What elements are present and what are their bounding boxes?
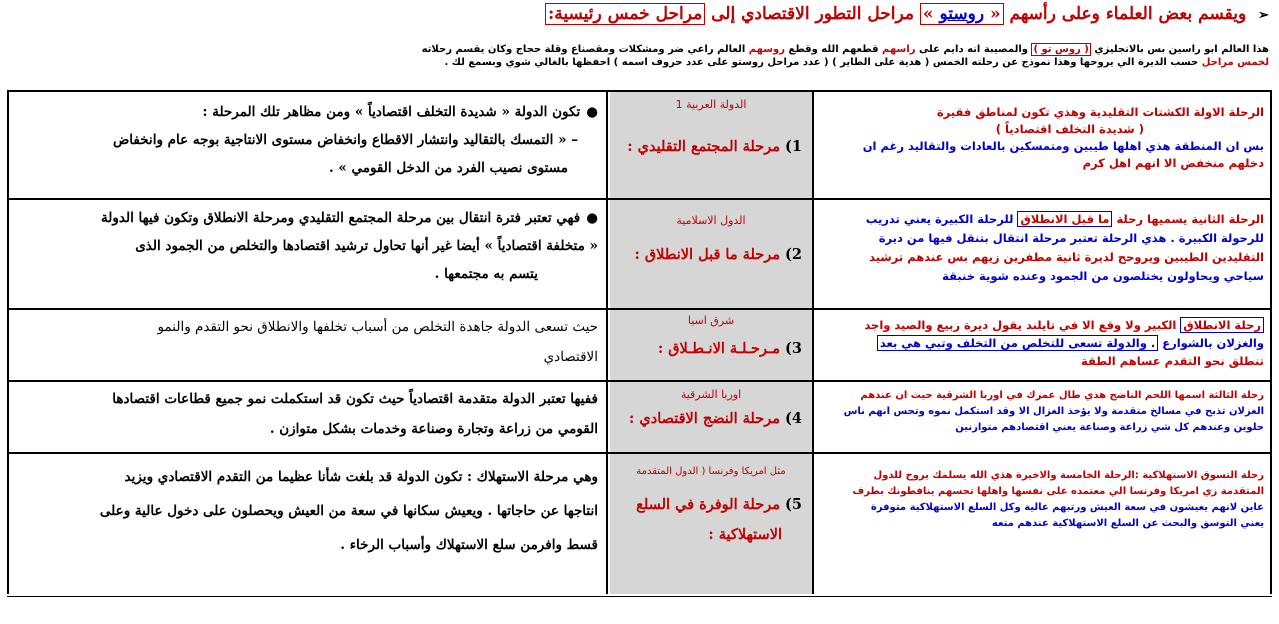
stage-name-cell: الدولة العربية 1 1) مرحلة المجتمع التقليدي : [610, 92, 814, 198]
intro-line-2: لخمس مراحل حسب الديرة الي يروحها وهذا نموذج عن رحلته الخمس ( هدية على الطاير ) ( عدد مراحل روستو على عدد حروف اسمه ) احفظها بالغالي شوي وبسمع لك . [444, 57, 1269, 68]
stage-description-cell: ففيها تعتبر الدولة متقدمة اقتصادياً حيث تكون قد استكملت نمو جميع قطاعات اقتصادها القومي من زراعة وتجارة وصناعة وخدمات بشكل متوازن . [7, 382, 608, 452]
table-row [7, 200, 1272, 310]
stage-name-cell: الدول الاسلامية 2) مرحلة ما قبل الانطلاق : [610, 200, 814, 308]
stage-description-cell: حيث تسعى الدولة جاهدة التخلص من أسباب تخلفها والانطلاق نحو التقدم والنمو الاقتصادي [7, 310, 608, 380]
stage-name-cell: اوربا الشرقية 4) مرحلة النضج الاقتصادي : [610, 382, 814, 452]
stage-note-cell: رحلة الانطلاق الكبير ولا وقع الا في تايلند يقول ديرة ربيع والصيد واجد والغزلان بالشوارع . والدولة تسعى للتخلص من التخلف وتبي هي بعد تنطلق نحو التقدم عساهم الطقة [816, 310, 1272, 380]
rostow-name-box: « روستو » [920, 3, 1004, 25]
page-title: ➢ ويقسم بعض العلماء وعلى رأسهم « روستو » مراحل التطور الاقتصادي إلى مراحل خمس رئيسية: [10, 4, 1269, 32]
intro-line-1: هذا العالم ابو راسين بس بالانجليزي ( روس تو ) والمصيبة انه دايم على راسهم قطعهم الله وقطع روسهم العالم راعي ضر ومشكلات ومقصناع وقلة حجاج وكان يقسم رحلاته [421, 44, 1269, 55]
stage-note-cell: رحلة التسوق الاستهلاكية :الرحلة الخامسة والاخيرة هذي الله يسلمك يروح للدول المتقدمة زي امريكا وفرنسا الي معتمده على نفسها واهلها تحسهم ينافطونك بطرف عاين لانهم يعيشون في سعة العيش ورتبهم عالية وكل السلع الاستهلاكية متوفرة يعني التوسق والبحث عن السلع الاستهلاكية عندهم متعه [816, 454, 1272, 594]
table-row [7, 92, 1272, 200]
stage-description-cell: ●تكون الدولة « شديدة التخلف اقتصادياً » ومن مظاهر تلك المرحلة : – « التمسك بالتقاليد وانتشار الاقطاع وانخفاض مستوى الانتاجية بوجه عام وانخفاض مستوى نصيب الفرد من الدخل القومي » . [7, 92, 608, 198]
stage-note-cell: رحلة الثالثة اسمها اللحم الناضج هذي طال عمرك في اوربا الشرقية حيث ان عندهم الغزلان تذبح في مسالخ متقدمة ولا يؤخذ الغزال الا وقد استكمل نموه وتحس انهم ناس حلوين وعندهم كل شي زراعة وصناعة يعني اقتصادهم متوازنين [816, 382, 1272, 452]
table-row [7, 454, 1272, 594]
five-stages-box: مراحل خمس رئيسية: [545, 3, 705, 25]
stage-name-cell: مثل امريكا وفرنسا ( الدول المتقدمة 5) مرحلة الوفرة في السلع الاستهلاكية : [610, 454, 814, 594]
stage-note-cell: الرحلة الاولة الكشتات التقليدية وهذي تكون لمناطق فقيرة ( شديدة التخلف اقتصادياً ) بس ان المنطقة هذي اهلها طيبين ومتمسكين بالعادات والتقاليد رغم ان دخلهم منخفض الا انهم اهل كرم [816, 92, 1272, 198]
stage-description-cell: وهي مرحلة الاستهلاك : تكون الدولة قد بلغت شأنا عظيما من التقدم الاقتصادي ويزيد انتاجها عن حاجاتها . ويعيش سكانها في سعة من العيش ويحصلون على دخول عالية وعلى قسط وافرمن سلع الاستهلاك وأسباب الرخاء . [7, 454, 608, 594]
stage-note-cell: الرحلة الثانية يسميها رحلة ما قبل الانطلاق للرحلة الكبيرة يعني تدريب للرحولة الكبيرة . هذي الرحلة تعتبر مرحلة انتقال بتنقل فيها من ديرة التقليدين الطيبين ويروحح لديرة ثانية مطفرين زيهم بس عندهم ترشيد سياحي ويحاولون يختلصون من الجمود وعنده شوية خنبقة [816, 200, 1272, 308]
stages-table [7, 90, 1272, 597]
arrow-bullet-icon: ➢ [1258, 8, 1269, 23]
bullet-icon: ● [586, 210, 598, 226]
table-row [7, 310, 1272, 382]
bullet-icon: ● [586, 104, 598, 120]
stage-description-cell: ●فهي تعتبر فترة انتقال بين مرحلة المجتمع التقليدي ومرحلة الانطلاق وتكون فيها الدولة « متخلفة اقتصادياً » أيضا غير أنها تحاول ترشيد اقتصادها والتخلص من الجمود الذى يتسم به مجتمعها . [7, 200, 608, 308]
table-row [7, 382, 1272, 454]
stage-name-cell: شرق اسيا 3) مـرحـلـة الانـطـلاق : [610, 310, 814, 380]
